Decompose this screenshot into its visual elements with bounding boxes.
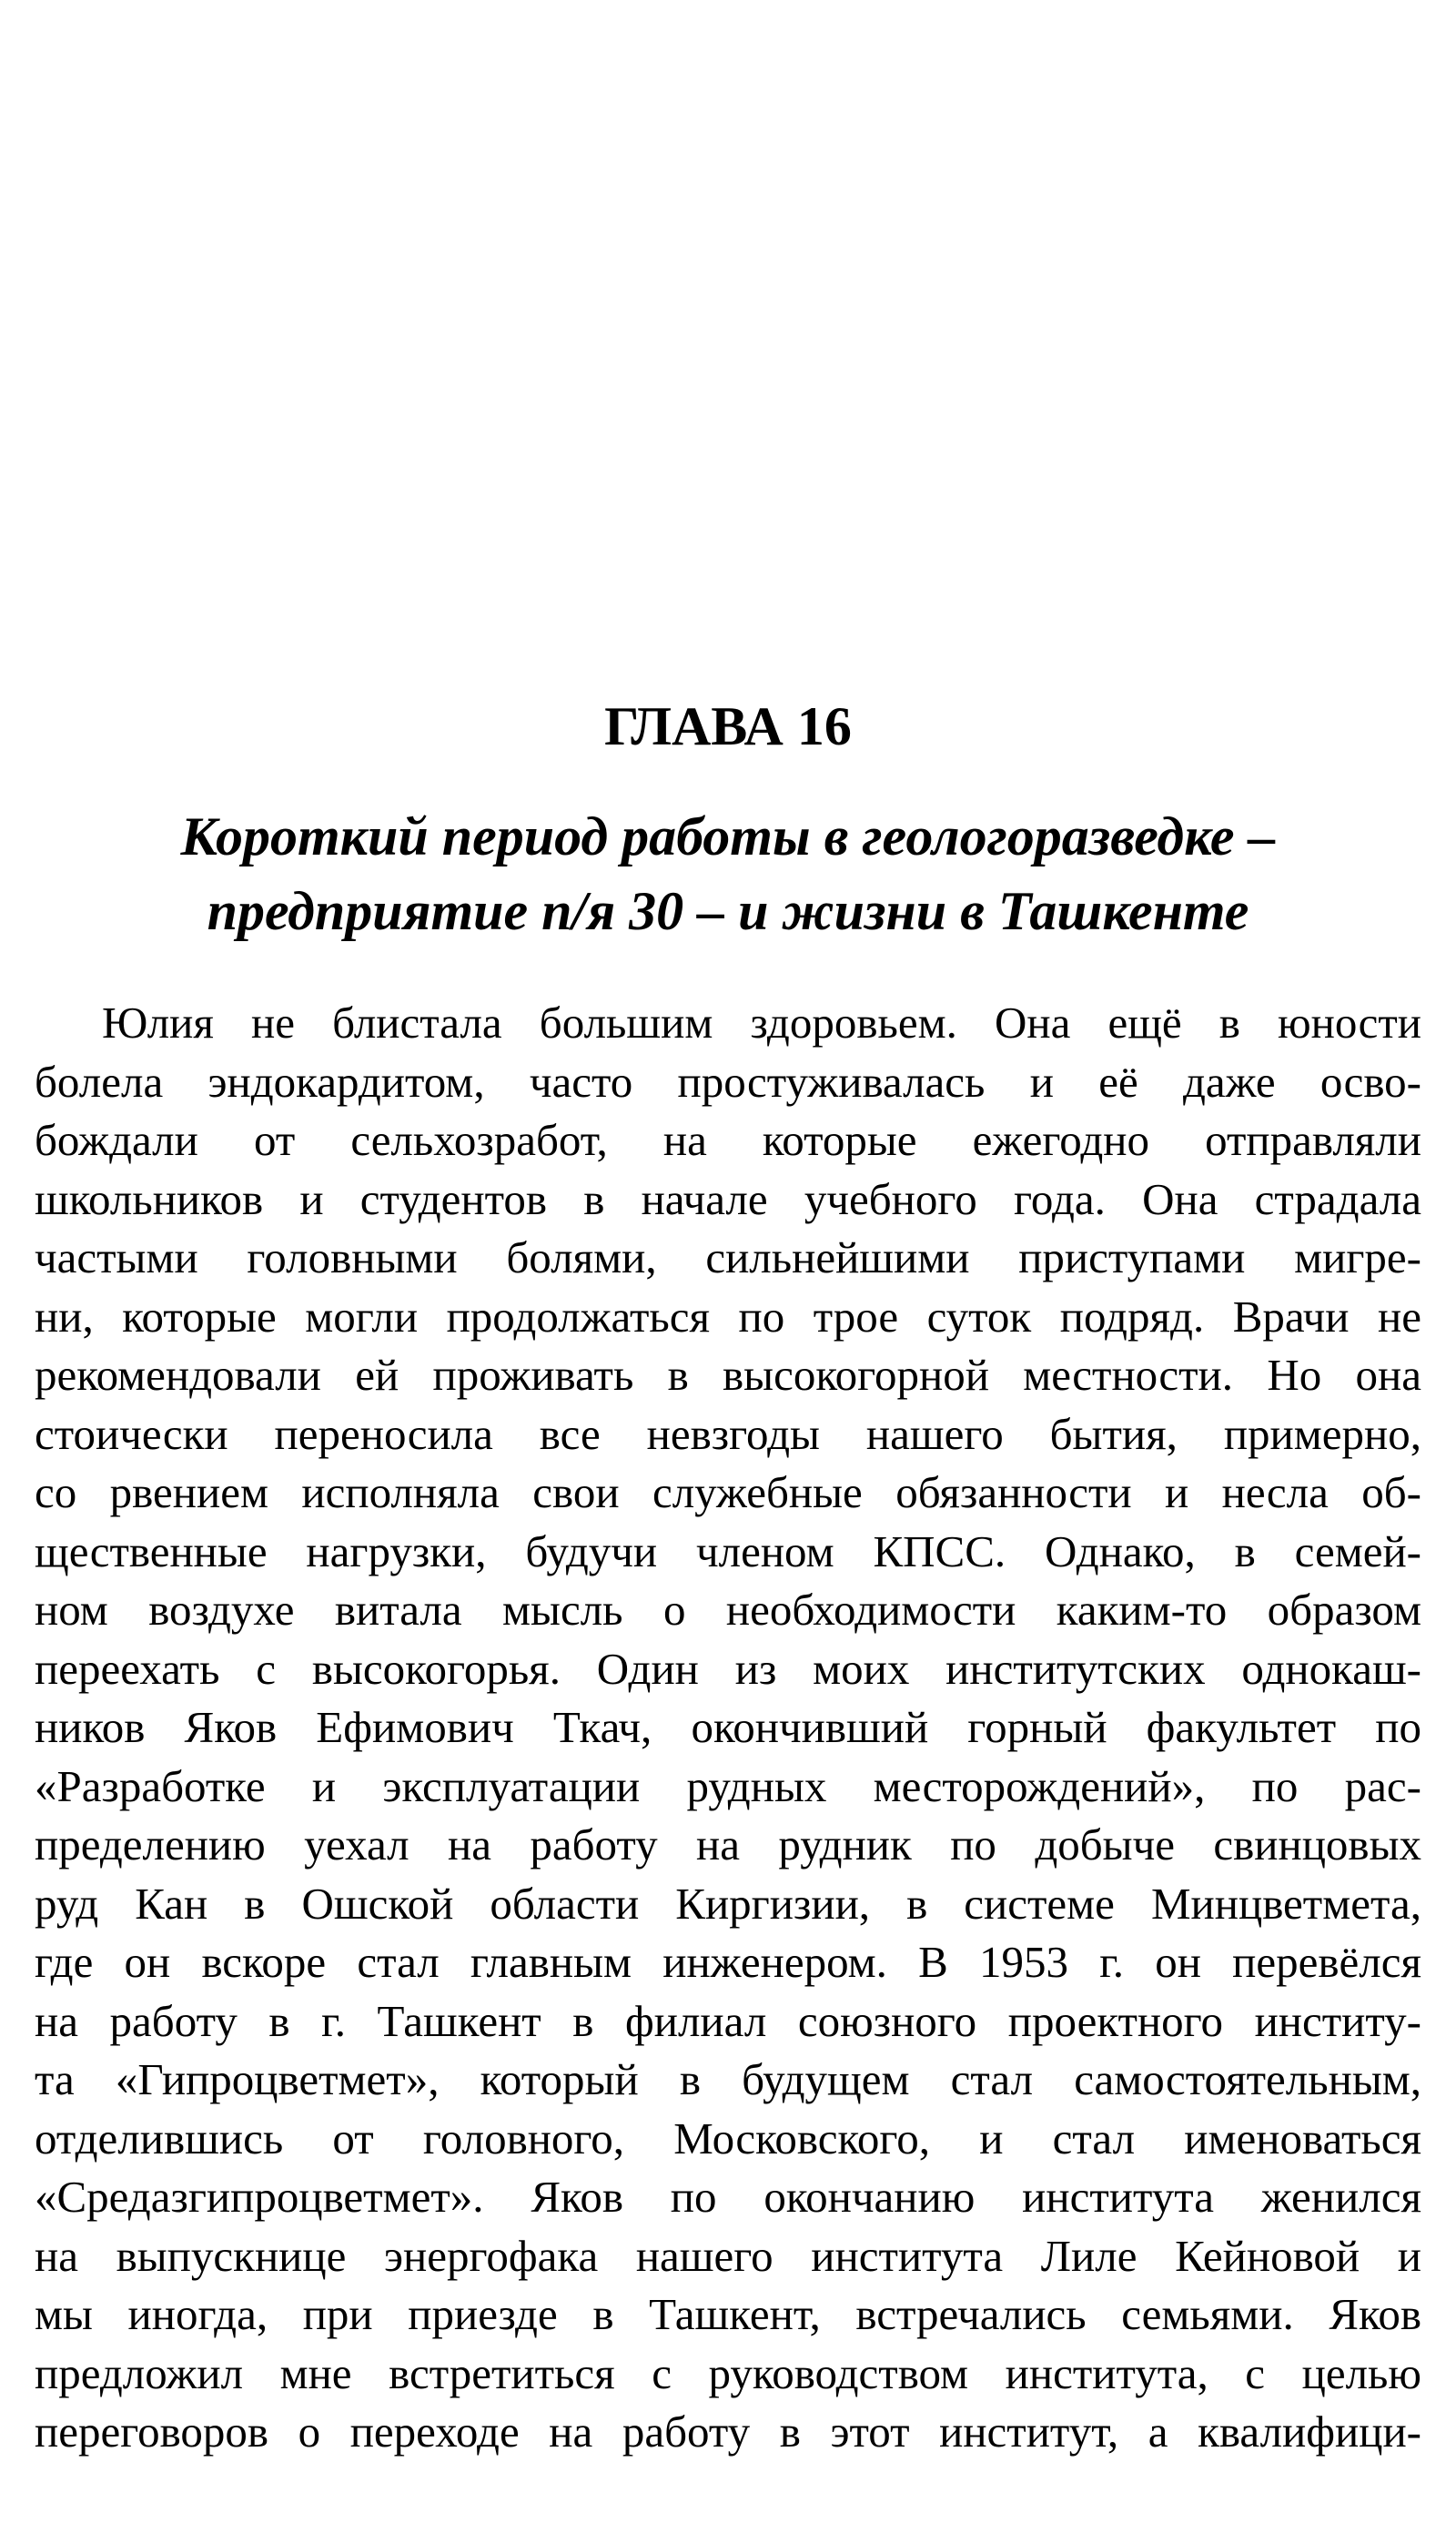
chapter-subtitle-line: предприятие п/я 30 – и жизни в Ташкенте bbox=[207, 881, 1249, 941]
text-line: та «Гипроцветмет», который в будущем стал самостоятельным, bbox=[35, 2054, 1421, 2104]
chapter-subtitle-line: Короткий период работы в геологоразведке – bbox=[180, 806, 1276, 866]
text-line: «Средазгипроцветмет». Яков по окончанию института женился bbox=[35, 2172, 1421, 2222]
text-line: бождали от сельхозработ, на которые ежегодно отправляли bbox=[35, 1115, 1421, 1165]
text-line: Юлия не блистала большим здоровьем. Она ещё в юности bbox=[102, 998, 1421, 1048]
body-paragraph bbox=[35, 994, 1421, 2462]
text-line: школьников и студентов в начале учебного года. Она страдала bbox=[35, 1173, 1421, 1224]
text-line: мы иногда, при приезде в Ташкент, встречались семьями. Яков bbox=[35, 2289, 1421, 2339]
text-line: «Разработке и эксплуатации рудных месторождений», по рас- bbox=[35, 1760, 1421, 1811]
text-line: ни, которые могли продолжаться по трое суток подряд. Врачи не bbox=[35, 1291, 1421, 1342]
text-line: переехать с высокогорья. Один из моих институтских однокаш- bbox=[35, 1643, 1421, 1694]
chapter-subtitle bbox=[0, 799, 1456, 948]
text-line: стоически переносила все невзгоды нашего бытия, примерно, bbox=[35, 1408, 1421, 1459]
text-line: где он вскоре стал главным инженером. В 1953 г. он перевёлся bbox=[35, 1937, 1421, 1987]
text-line: ном воздухе витала мысль о необходимости каким-то образом bbox=[35, 1585, 1421, 1635]
text-line: щественные нагрузки, будучи членом КПСС. Однако, в семей- bbox=[35, 1525, 1421, 1576]
text-line: ников Яков Ефимович Ткач, окончивший горный факультет по bbox=[35, 1702, 1421, 1752]
text-line: болела эндокардитом, часто простуживалась и её даже осво- bbox=[35, 1056, 1421, 1107]
chapter-title: ГЛАВА 16 bbox=[604, 696, 852, 756]
text-line: частыми головными болями, сильнейшими приступами мигре- bbox=[35, 1232, 1421, 1282]
text-line: со рвением исполняла свои служебные обязанности и несла об- bbox=[35, 1467, 1421, 1517]
text-line: рекомендовали ей проживать в высокогорной местности. Но она bbox=[35, 1350, 1421, 1400]
text-line: отделившись от головного, Московского, и стал именоваться bbox=[35, 2113, 1421, 2163]
text-line: пределению уехал на работу на рудник по добыче свинцовых bbox=[35, 1819, 1421, 1869]
text-line: предложил мне встретиться с руководством института, с целью bbox=[35, 2347, 1421, 2398]
text-line: переговоров о переходе на работу в этот институт, а квалифици- bbox=[35, 2406, 1421, 2457]
text-line: на выпускнице энергофака нашего института Лиле Кейновой и bbox=[35, 2230, 1421, 2281]
text-line: на работу в г. Ташкент в филиал союзного проектного институ- bbox=[35, 1995, 1421, 2046]
text-line: руд Кан в Ошской области Киргизии, в системе Минцветмета, bbox=[35, 1878, 1421, 1929]
